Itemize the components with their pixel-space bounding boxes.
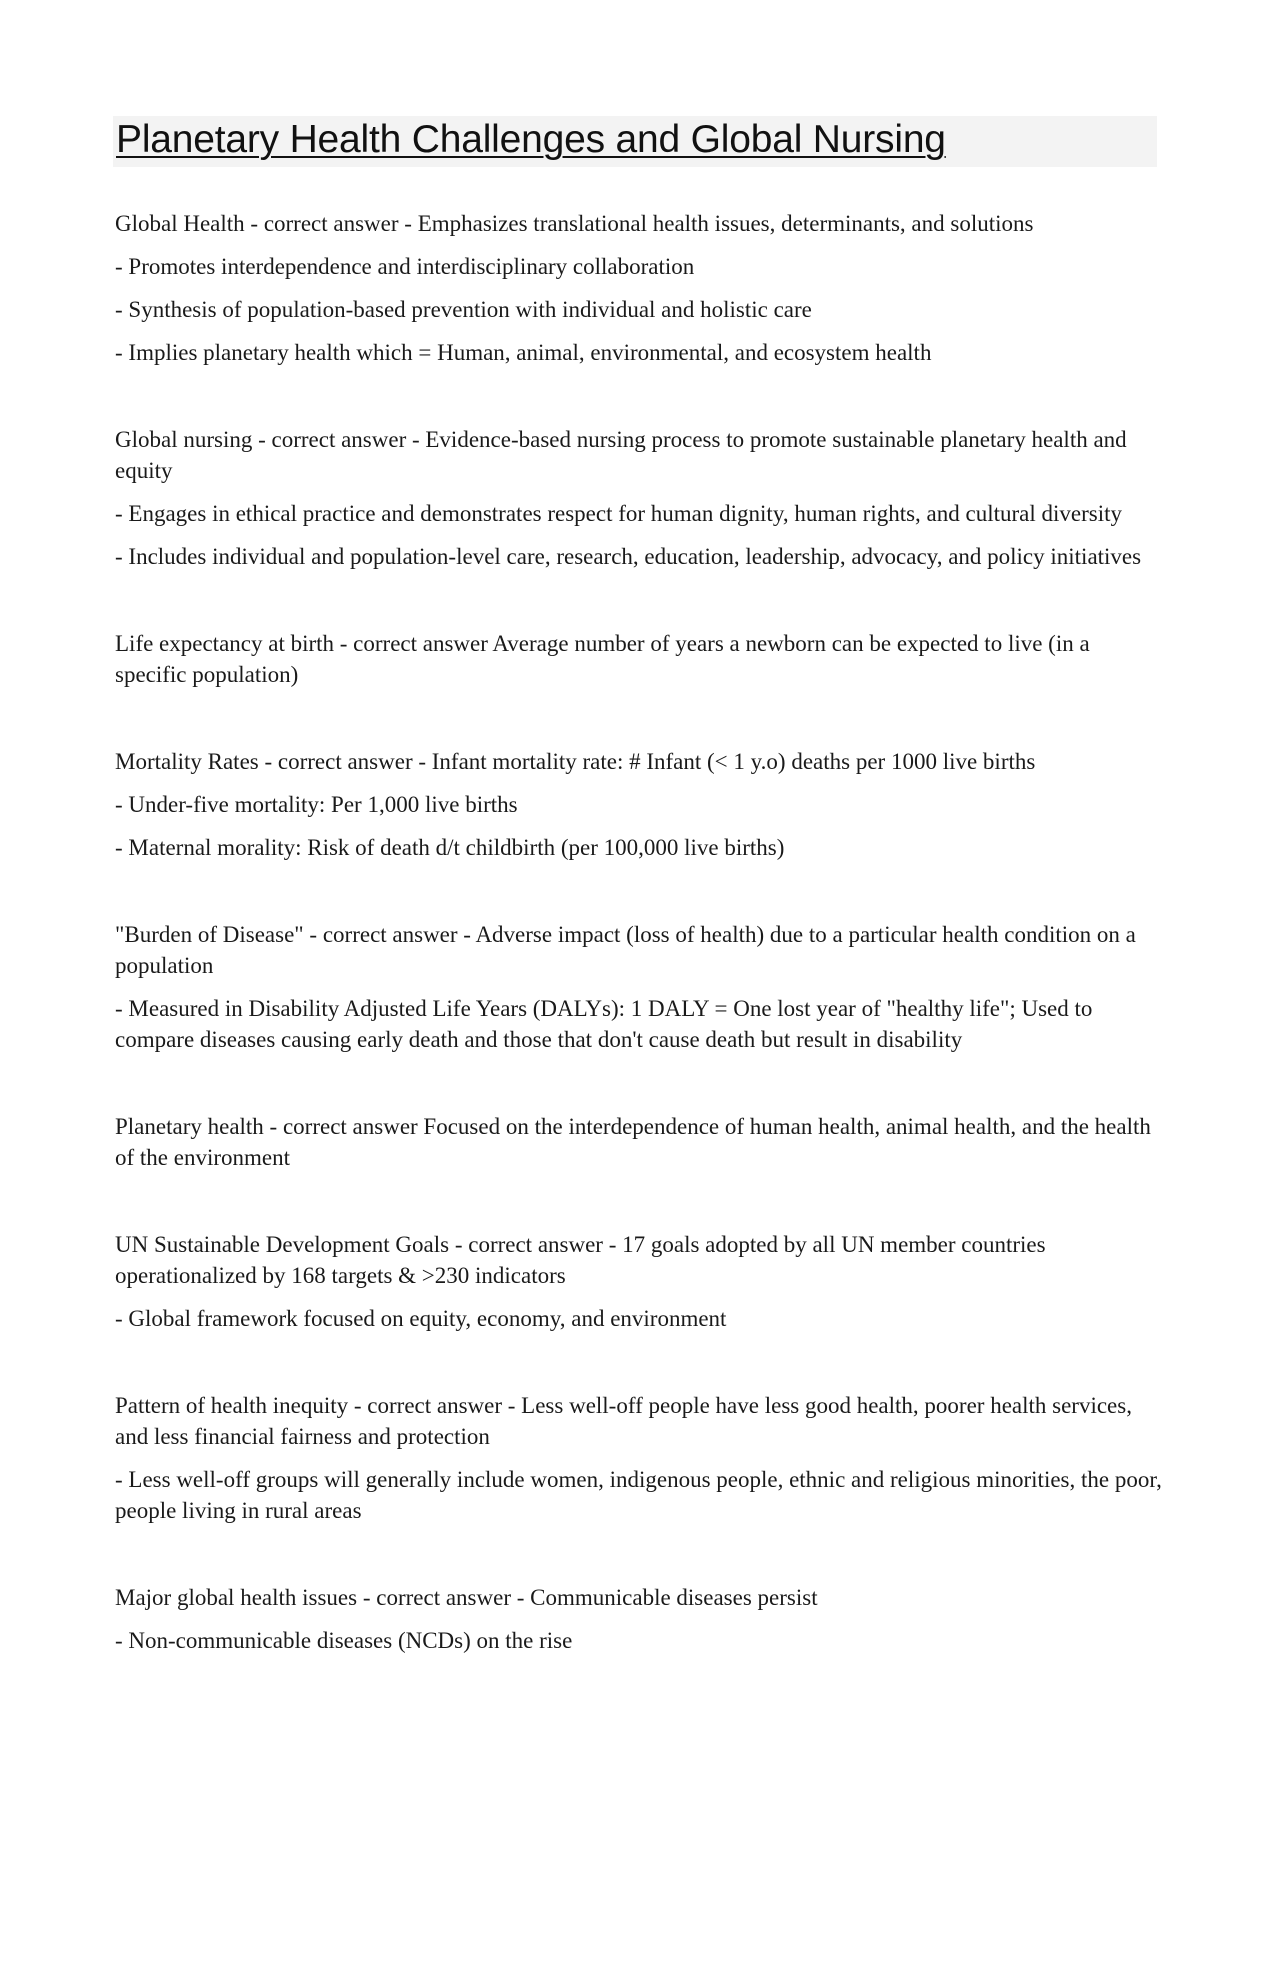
flashcard-global-health xyxy=(115,208,1165,368)
flashcard-global-nursing xyxy=(115,424,1165,572)
card-term-definition: Global nursing - correct answer - Evidence-based nursing process to promote sustainable planetary health and equity xyxy=(115,427,1127,483)
card-bullet: - Includes individual and population-level care, research, education, leadership, advocacy, and policy initiatives xyxy=(115,544,1142,569)
flashcard-life-expectancy xyxy=(115,628,1165,690)
card-term-definition: Mortality Rates - correct answer - Infant mortality rate: # Infant (< 1 y.o) deaths per 1000 live births xyxy=(115,749,1036,774)
flashcard-health-inequity xyxy=(115,1390,1165,1526)
flashcard-mortality-rates xyxy=(115,746,1165,863)
card-term-definition: Major global health issues - correct answer - Communicable diseases persist xyxy=(115,1585,818,1610)
card-term-definition: Pattern of health inequity - correct answer - Less well-off people have less good health, poorer health services, and less financial fairness and protection xyxy=(115,1393,1132,1449)
card-bullet: - Synthesis of population-based prevention with individual and holistic care xyxy=(115,297,812,322)
card-term-definition: "Burden of Disease" - correct answer - Adverse impact (loss of health) due to a particular health condition on a population xyxy=(115,922,1136,978)
card-bullet: - Promotes interdependence and interdisciplinary collaboration xyxy=(115,254,695,279)
card-bullet: - Implies planetary health which = Human, animal, environmental, and ecosystem health xyxy=(115,340,932,365)
card-bullet: - Engages in ethical practice and demonstrates respect for human dignity, human rights, and cultural diversity xyxy=(115,501,1123,526)
card-bullet: - Non-communicable diseases (NCDs) on the rise xyxy=(115,1628,573,1653)
card-bullet: - Maternal morality: Risk of death d/t childbirth (per 100,000 live births) xyxy=(115,835,785,860)
flashcard-list xyxy=(115,208,1165,1712)
card-bullet: - Under-five mortality: Per 1,000 live births xyxy=(115,792,518,817)
flashcard-planetary-health xyxy=(115,1111,1165,1173)
flashcard-burden-of-disease xyxy=(115,919,1165,1055)
card-term-definition: UN Sustainable Development Goals - correct answer - 17 goals adopted by all UN member countries operationalized by 168 targets & >230 indicators xyxy=(115,1232,1046,1288)
card-term-definition: Global Health - correct answer - Emphasizes translational health issues, determinants, and solutions xyxy=(115,211,1034,236)
card-bullet: - Global framework focused on equity, economy, and environment xyxy=(115,1306,727,1331)
flashcard-major-global-health-issues xyxy=(115,1582,1165,1656)
card-term-definition: Planetary health - correct answer Focused on the interdependence of human health, animal health, and the health of the environment xyxy=(115,1114,1151,1170)
card-bullet: - Less well-off groups will generally include women, indigenous people, ethnic and religious minorities, the poor, people living in rural areas xyxy=(115,1467,1162,1523)
flashcard-un-sdgs xyxy=(115,1229,1165,1334)
page-title: Planetary Health Challenges and Global Nursing xyxy=(116,118,946,161)
card-term-definition: Life expectancy at birth - correct answer Average number of years a newborn can be expected to live (in a specific population) xyxy=(115,631,1090,687)
card-bullet: - Measured in Disability Adjusted Life Years (DALYs): 1 DALY = One lost year of "healthy life"; Used to compare diseases causing early death and those that don't cause death but result in disability xyxy=(115,996,1093,1052)
